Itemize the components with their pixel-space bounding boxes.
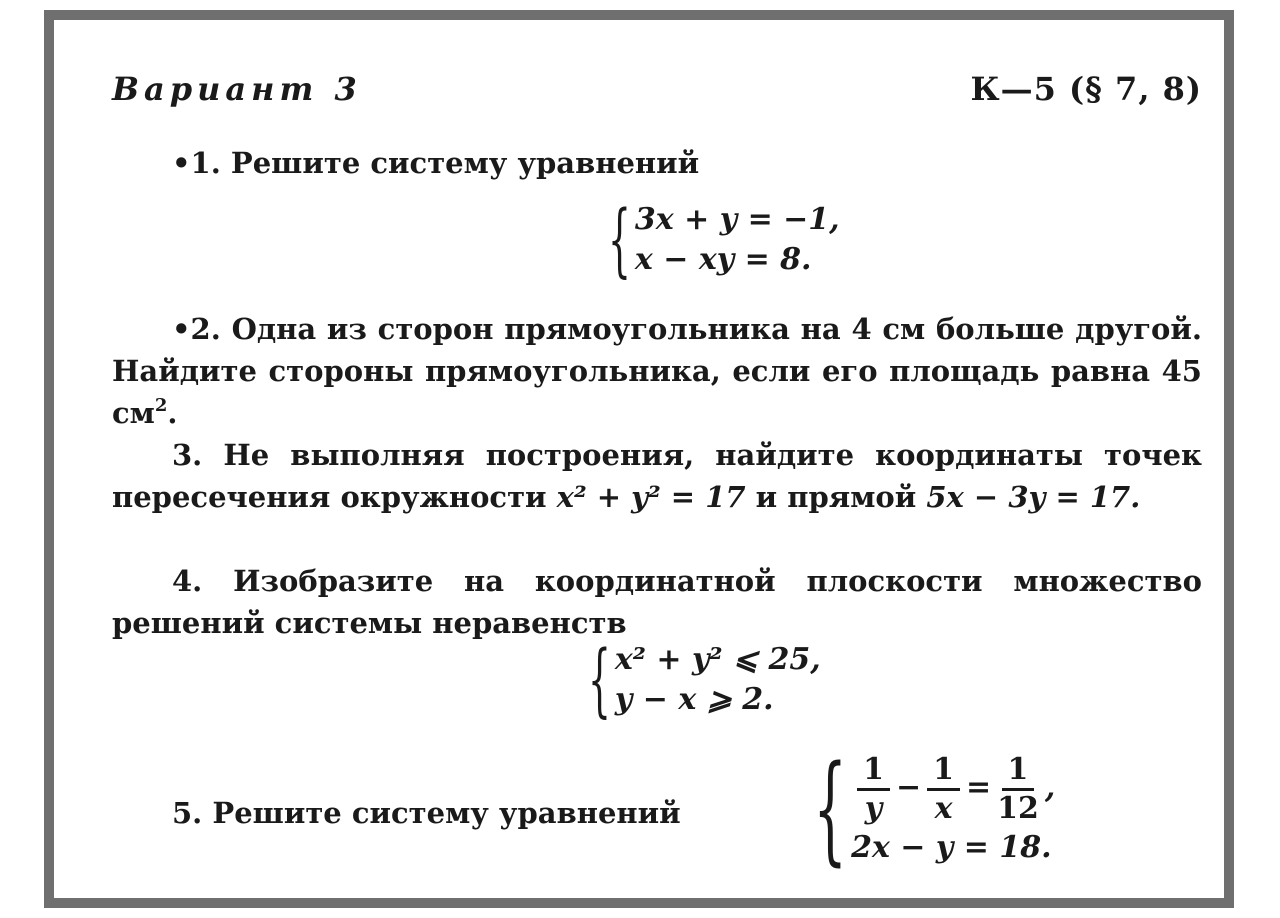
task-5-text: Решите систему уравнений bbox=[212, 796, 681, 830]
task-2-unit-power: 2 bbox=[154, 395, 168, 416]
task-4-number: 4. bbox=[172, 564, 203, 598]
task-5-system bbox=[772, 739, 1056, 877]
system-brace-icon: { bbox=[607, 193, 631, 286]
task-1-system bbox=[580, 193, 840, 286]
task-1-eq-2: x − xy = 8. bbox=[634, 242, 812, 277]
task-3-number: 3. bbox=[172, 438, 203, 472]
task-4-text: Изобразите на координатной плоскости множество решений системы неравенств bbox=[112, 564, 1202, 640]
task-2 bbox=[112, 308, 1202, 434]
task-2-text-end: . bbox=[167, 396, 178, 430]
task-2-text: Одна из сторон прямоугольника на 4 см больше другой. Найдите стороны прямоугольника, если его площадь равна 45 см bbox=[112, 312, 1202, 430]
task-3-line-equation: 5x − 3y = 17. bbox=[926, 480, 1141, 514]
task-5-eq-1: $\frac{1}{y}$ − $\frac{1}{x}$ = $\frac{1}{12}$ , bbox=[851, 748, 1055, 828]
fraction-1-over-x: $\frac{1}{x}$ bbox=[927, 752, 960, 827]
task-1-text: Решите систему уравнений bbox=[230, 146, 700, 180]
worksheet-frame bbox=[44, 10, 1234, 908]
system-brace-icon: { bbox=[813, 739, 848, 877]
task-1 bbox=[112, 142, 1202, 184]
task-1-number: •1. bbox=[172, 146, 221, 180]
task-4-ineq-2: y − x ⩾ 2. bbox=[614, 682, 774, 717]
task-2-number: •2. bbox=[172, 312, 221, 346]
task-4-ineq-1: x² + y² ⩽ 25, bbox=[614, 642, 821, 677]
task-5 bbox=[112, 792, 681, 834]
task-4-system bbox=[560, 633, 821, 726]
fraction-1-over-y: $\frac{1}{y}$ bbox=[857, 752, 890, 827]
task-3-text: Не выполняя построения, найдите координаты точек пересечения окружности bbox=[112, 438, 1202, 514]
task-1-eq-1: 3x + y = −1, bbox=[634, 202, 840, 237]
system-brace-icon: { bbox=[587, 633, 611, 726]
task-3-circle-equation: x² + y² = 17 bbox=[556, 480, 746, 514]
variant-title: Вариант 3 bbox=[112, 70, 362, 108]
fraction-1-over-12: $\frac{1}{12}$ bbox=[997, 751, 1039, 826]
task-3-text-2: и прямой bbox=[755, 480, 917, 514]
task-4 bbox=[112, 560, 1202, 644]
task-3 bbox=[112, 434, 1202, 518]
task-5-number: 5. bbox=[172, 796, 203, 830]
test-code: К—5 (§ 7, 8) bbox=[970, 70, 1202, 108]
task-5-eq-2: 2x − y = 18. bbox=[851, 830, 1052, 865]
worksheet-header bbox=[112, 70, 1202, 110]
